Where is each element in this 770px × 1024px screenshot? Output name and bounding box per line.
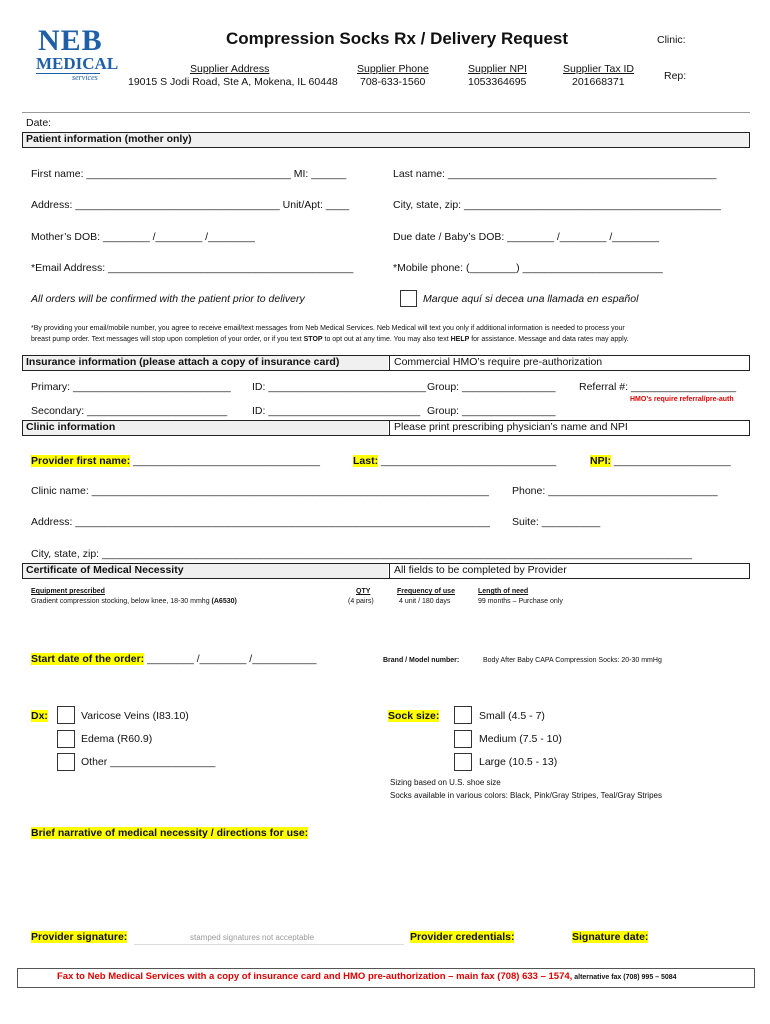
supplier-npi-label: Supplier NPI [468,63,527,75]
narrative-label: Brief narrative of medical necessity / directions for use: [31,827,309,839]
address-field[interactable]: Address: ___________________________________ Unit/Apt: ____ [31,199,350,211]
size-checkbox-medium[interactable] [454,730,472,748]
length-label: Length of need [478,588,529,595]
size-option-large: Large (10.5 - 13) [479,756,558,768]
form-title: Compression Socks Rx / Delivery Request [226,29,569,48]
qty-value: (4 pairs) [348,598,374,605]
logo-medical: MEDICAL [36,54,119,73]
mobile-field[interactable]: *Mobile phone: (________) ________________________ [393,262,663,274]
logo-neb: NEB [38,24,103,57]
cmn-section-title: Certificate of Medical Necessity [26,564,184,576]
footer-fax: Fax to Neb Medical Services with a copy of insurance card and HMO pre-authorization – main fax (708) 633 – 1574, alternative fax (708) 995 – 5084 [57,971,677,982]
frequency-label: Frequency of use [397,588,455,595]
supplier-phone-label: Supplier Phone [357,63,429,75]
stamped-note: stamped signatures not acceptable [190,933,315,942]
cmn-section-note: All fields to be completed by Provider [394,564,567,576]
clinic-section-bar [22,420,750,436]
supplier-tax: 201668371 [572,76,625,88]
clinic-city-field[interactable]: City, state, zip: _____________________________________________________________________________________________________ [31,548,692,560]
cmn-section-bar [22,563,750,579]
primary-group-field[interactable]: Group: ________________ [427,381,556,393]
dx-option-other[interactable]: Other __________________ [81,756,216,768]
clinic-phone-field[interactable]: Phone: _____________________________ [512,485,718,497]
disclaimer-line1: *By providing your email/mobile number, you agree to receive email/text messages from Neb Medical Services. Neb Medical will text you only if additional information is needed to process your [31,325,625,332]
equipment-value: Gradient compression stocking, below knee, 18-30 mmhg (A6530) [31,598,237,605]
dx-option-edema: Edema (R60.9) [81,733,153,745]
colors-note: Socks available in various colors: Black, Pink/Gray Stripes, Teal/Gray Stripes [390,791,662,800]
secondary-group-field[interactable]: Group: ________________ [427,405,556,417]
brand-value: Body After Baby CAPA Compression Socks: 20-30 mmHg [483,657,662,664]
equipment-label: Equipment prescribed [31,588,105,595]
dx-checkbox-varicose[interactable] [57,706,75,724]
confirm-note: All orders will be confirmed with the patient prior to delivery [31,293,305,305]
date-label: Date: [26,117,52,129]
dx-label: Dx: [31,710,48,722]
clinic-section-note: Please print prescribing physician’s name and NPI [394,421,628,433]
rep-label: Rep: [664,70,687,82]
city-state-zip-field[interactable]: City, state, zip: ____________________________________________ [393,199,721,211]
header-divider [22,112,750,113]
provider-first-name-field[interactable]: Provider first name: ________________________________ [31,455,320,467]
dx-checkbox-edema[interactable] [57,730,75,748]
due-date-field[interactable]: Due date / Baby’s DOB: ________ /________ /________ [393,231,660,243]
insurance-section-note: Commercial HMO’s require pre-authorization [394,356,603,368]
supplier-npi: 1053364695 [468,76,527,88]
spanish-checkbox[interactable] [400,290,417,307]
size-checkbox-small[interactable] [454,706,472,724]
clinic-suite-field[interactable]: Suite: __________ [512,516,601,528]
size-option-small: Small (4.5 - 7) [479,710,545,722]
disclaimer-line2: breast pump order. Text messages will stop upon completion of your order, or if you text STOP to opt out at any time. You may also text HELP for assistance. Message and data rates may apply. [31,336,629,343]
sock-size-label: Sock size: [388,710,440,722]
dx-option-varicose: Varicose Veins (I83.10) [81,710,189,722]
logo-services: services [72,73,98,82]
size-checkbox-large[interactable] [454,753,472,771]
email-field[interactable]: *Email Address: __________________________________________ [31,262,354,274]
mother-dob-field[interactable]: Mother’s DOB: ________ /________ /________ [31,231,255,243]
narrative-area[interactable] [31,845,731,920]
clinic-address-field[interactable]: Address: _______________________________________________________________________ [31,516,490,528]
frequency-value: 4 unit / 180 days [399,598,451,605]
supplier-address-label: Supplier Address [190,63,270,75]
primary-id-field[interactable]: ID: ___________________________ [252,381,427,393]
start-date-field[interactable]: Start date of the order: ________ /________ /___________ [31,653,317,665]
supplier-phone: 708-633-1560 [360,76,426,88]
provider-credentials-label: Provider credentials: [410,931,515,943]
spanish-label: Marque aquí si decea una llamada en español [423,293,639,305]
patient-section-title: Patient information (mother only) [26,133,192,145]
provider-signature-label: Provider signature: [31,931,128,943]
size-option-medium: Medium (7.5 - 10) [479,733,562,745]
insurance-section-bar [22,355,750,371]
secondary-insurance-field[interactable]: Secondary: ________________________ [31,405,228,417]
referral-note: HMO’s require referral/pre-auth [630,396,734,403]
signature-line[interactable] [134,944,404,945]
patient-section-bar [22,132,750,148]
clinic-name-field[interactable]: Clinic name: ____________________________________________________________________ [31,485,489,497]
brand-label: Brand / Model number: [383,657,460,664]
qty-label: QTY [356,588,371,595]
primary-insurance-field[interactable]: Primary: ___________________________ [31,381,231,393]
sizing-note: Sizing based on U.S. shoe size [390,778,501,787]
signature-date-label: Signature date: [572,931,649,943]
first-name-field[interactable]: First name: ___________________________________ MI: ______ [31,168,347,180]
insurance-section-title: Insurance information (please attach a copy of insurance card) [26,356,340,368]
provider-last-name-field[interactable]: Last: ______________________________ [353,455,557,467]
clinic-label: Clinic: [657,34,686,46]
last-name-field[interactable]: Last name: ______________________________________________ [393,168,717,180]
secondary-id-field[interactable]: ID: __________________________ [252,405,421,417]
supplier-address: 19015 S Jodi Road, Ste A, Mokena, IL 60448 [128,76,338,88]
referral-field[interactable]: Referral #: __________________ [579,381,737,393]
company-logo [32,24,119,86]
length-value: 99 months – Purchase only [478,598,563,605]
provider-npi-field[interactable]: NPI: ____________________ [590,455,731,467]
dx-checkbox-other[interactable] [57,753,75,771]
supplier-tax-label: Supplier Tax ID [563,63,635,75]
clinic-section-title: Clinic information [26,421,116,433]
